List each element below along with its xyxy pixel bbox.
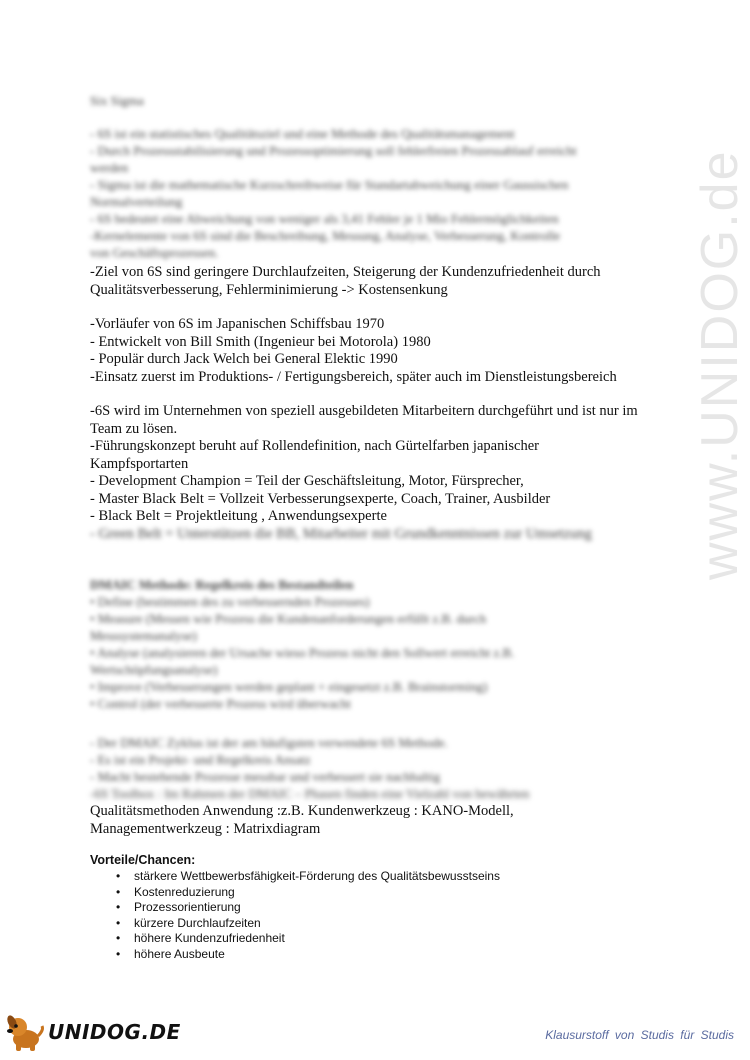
- text-line: - Development Champion = Teil der Geschäftsleitung, Motor, Fürsprecher,: [90, 473, 524, 489]
- goal-paragraph: [90, 264, 650, 299]
- advantages-heading: Vorteile/Chancen:: [90, 853, 196, 867]
- text-line: • Control (der verbesserte Prozess wird überwacht: [90, 696, 351, 711]
- text-line: • Analyse (analysieren der Ursache wieso Prozess nicht den Sollwert erreicht z.B.: [90, 645, 515, 660]
- text-line: -Einsatz zuerst im Produktions- / Fertigungsbereich, später auch im Dienstleistungsbereich: [90, 368, 617, 385]
- text-line-blurred: - Green Belt = Unterstützen die BB, Mitarbeiter mit Grundkenntnissen zur Umsetzung: [90, 525, 592, 542]
- text-line: -6S Toolbox : Im Rahmen der DMAIC – Phasen finden eine Vielzahl von bewährten: [90, 786, 530, 801]
- list-item: • höhere Ausbeute: [100, 947, 500, 963]
- text-line: - Der DMAIC Zyklus ist der am häufigsten verwendete 6S Methode.: [90, 735, 448, 750]
- footer-tagline: Klausurstoff von Studis für Studis: [545, 1028, 734, 1042]
- text-line: Qualitätsverbesserung, Fehlerminimierung -> Kostensenkung: [90, 281, 448, 298]
- text-line: - Macht bestehende Prozesse messbar und verbessert sie nachhaltig: [90, 769, 441, 784]
- text-line: von Geschäftsprozessen.: [90, 245, 219, 260]
- text-line: • Improve (Verbesserungen werden geplant + eingesetzt z.B. Brainstorming): [90, 679, 488, 694]
- list-item: • stärkere Wettbewerbsfähigkeit-Förderung des Qualitätsbewusstseins: [100, 869, 500, 885]
- watermark: www.UNIDOG.de: [691, 149, 749, 580]
- history-paragraph: [90, 316, 650, 386]
- text-line: - Master Black Belt = Vollzeit Verbesserungsexperte, Coach, Trainer, Ausbilder: [90, 490, 551, 507]
- unidog-logo[interactable]: [4, 1010, 181, 1054]
- text-line: - Black Belt = Projektleitung , Anwendungsexperte: [90, 508, 387, 524]
- text-line: Normalverteilung: [90, 194, 183, 209]
- text-line: - 6S bedeutet eine Abweichung von weniger als 3,41 Fehler je 1 Mio Fehlermöglichkeiten: [90, 211, 559, 226]
- text-line: Wertschöpfungsanalyse): [90, 662, 218, 677]
- text-line: werden: [90, 160, 129, 175]
- text-line: Qualitätsmethoden Anwendung :z.B. Kundenwerkzeug : KANO-Modell,: [90, 803, 514, 819]
- text-line: • Measure (Messen wie Prozess die Kundenanforderungen erfüllt z.B. durch: [90, 611, 487, 626]
- text-line: - Durch Prozessstabilisierung und Prozessoptimierung soll fehlerfreien Prozessablauf erreicht: [90, 143, 577, 158]
- text-line: -Kernelemente von 6S sind die Beschreibung, Messung, Analyse, Verbesserung, Kontrolle: [90, 228, 561, 243]
- dmaic-notes-blurred: [90, 734, 650, 802]
- list-item: • Kostenreduzierung: [100, 885, 500, 901]
- text-line: Messsystemanalyse): [90, 628, 197, 643]
- logo-text: UNIDOG.DE: [48, 1020, 181, 1044]
- text-line: - Entwickelt von Bill Smith (Ingenieur bei Motorola) 1980: [90, 333, 431, 350]
- text-line: - Es ist ein Projekt- und Regelkreis Ansatz: [90, 752, 311, 767]
- text-line: - Sigma ist die mathematische Kurzschreibweise für Standartabweichung einer Gaussischen: [90, 177, 569, 192]
- text-line: -Führungskonzept beruht auf Rollendefinition, nach Gürtelfarben japanischer: [90, 438, 539, 454]
- dog-icon: [4, 1012, 46, 1052]
- text-line: -Vorläufer von 6S im Japanischen Schiffsbau 1970: [90, 316, 385, 332]
- list-item: • höhere Kundenzufriedenheit: [100, 931, 500, 947]
- text-line: -6S wird im Unternehmen von speziell ausgebildeten Mitarbeitern durchgeführt und ist nur im: [90, 403, 638, 419]
- roles-paragraph: [90, 403, 650, 543]
- text-line: DMAIC Methode: Regelkreis des Bestandteilen: [90, 577, 354, 592]
- intro-blurred: [90, 125, 650, 261]
- text-line: • Define (bestimmen des zu verbessernden Prozesses): [90, 594, 370, 609]
- advantages-list: [100, 869, 500, 962]
- text-line: - 6S ist ein statistisches Qualitätsziel und eine Methode des Qualitätsmanagement: [90, 126, 515, 141]
- doc-title-blurred: Six Sigma: [90, 93, 144, 108]
- tools-paragraph: [90, 803, 650, 838]
- text-line: Managementwerkzeug : Matrixdiagram: [90, 820, 321, 837]
- dmaic-blurred: [90, 576, 650, 712]
- text-line: - Populär durch Jack Welch bei General Elektic 1990: [90, 351, 398, 367]
- list-item: • kürzere Durchlaufzeiten: [100, 916, 500, 932]
- text-line: Kampfsportarten: [90, 455, 189, 472]
- text-line: -Ziel von 6S sind geringere Durchlaufzeiten, Steigerung der Kundenzufriedenheit durch: [90, 264, 601, 280]
- list-item: • Prozessorientierung: [100, 900, 500, 916]
- text-line: Team zu lösen.: [90, 420, 178, 437]
